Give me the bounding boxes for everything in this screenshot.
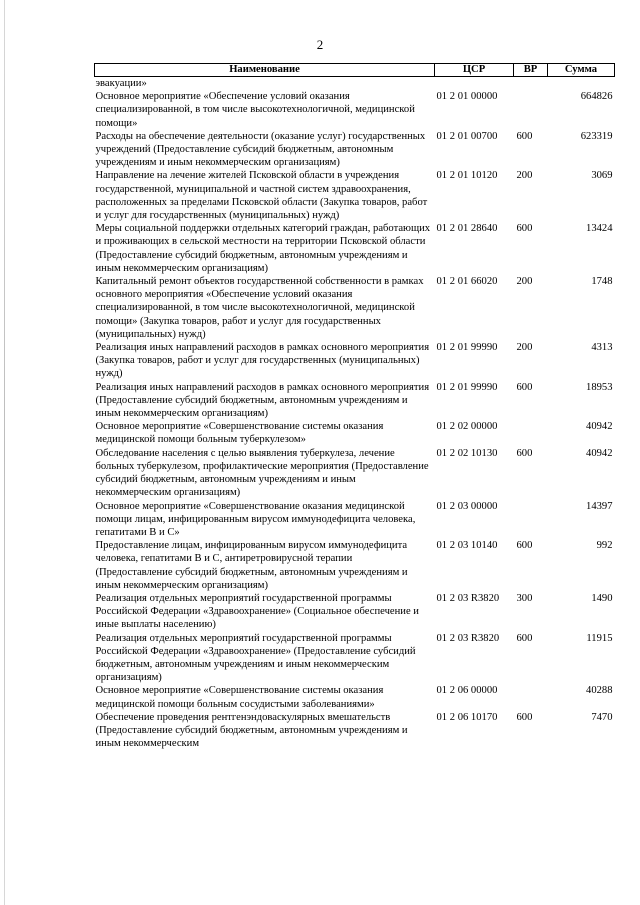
row-name: Обследование населения с целью выявления туберкулеза, лечение больных туберкулезом, профилактические мероприятия (Предоставление субсидий бюджетным, автономным учреждениям и иным некоммерческим организациям) — [95, 447, 429, 499]
row-csr: 01 2 06 00000 — [436, 685, 498, 697]
table-body — [95, 77, 615, 751]
scan-edge — [4, 0, 5, 905]
row-sum: 664826 — [580, 91, 613, 103]
row-sum: 40942 — [586, 421, 613, 433]
table-row — [95, 169, 615, 222]
row-sum: 7470 — [591, 711, 613, 723]
row-csr: 01 2 02 10130 — [436, 447, 498, 459]
table-row — [95, 90, 615, 130]
row-name: Реализация иных направлений расходов в рамках основного мероприятия (Предоставление субсидий бюджетным, автономным учреждениям и иным некоммерческим организациям) — [95, 381, 430, 420]
table-row — [95, 447, 615, 500]
table-row — [95, 381, 615, 421]
table-row — [95, 539, 615, 592]
row-csr: 01 2 01 00700 — [436, 130, 498, 142]
row-vr: 600 — [516, 632, 533, 644]
row-name: эвакуации» — [95, 78, 147, 89]
row-name: Расходы на обеспечение деятельности (оказание услуг) государственных учреждений (Предоставление субсидий бюджетным, автономным учреждениям и иным некоммерческим организациям) — [95, 130, 426, 169]
row-sum: 11915 — [586, 632, 613, 644]
row-name: Капитальный ремонт объектов государственной собственности в рамках основного мероприятия «Обеспечение условий оказания специализированной, в том числе высокотехнологичной, медицинской помощи» (Закупка товаров, работ и услуг для государственных (муниципальных) нужд) — [95, 276, 424, 340]
row-vr — [514, 90, 548, 130]
header-name: Наименование — [95, 64, 435, 77]
row-csr — [435, 77, 514, 91]
row-sum — [548, 77, 615, 91]
row-name: Реализация иных направлений расходов в рамках основного мероприятия (Закупка товаров, работ и услуг для государственных (муниципальных) нужд) — [95, 342, 430, 380]
row-sum: 18953 — [586, 381, 613, 393]
row-vr: 300 — [516, 592, 533, 604]
row-csr: 01 2 02 00000 — [436, 421, 498, 433]
table-row — [95, 130, 615, 170]
row-name: Основное мероприятие «Совершенствование системы оказания медицинской помощи больным сосудистыми заболеваниями» — [95, 685, 384, 710]
row-name: Обеспечение проведения рентгенэндоваскулярных вмешательств (Предоставление субсидий бюджетным, автономным учреждениям и иным некоммерческим — [95, 711, 408, 750]
row-name: Предоставление лицам, инфицированным вирусом иммунодефицита человека, гепатитами B и C, антиретровирусной терапии (Предоставление субсидий бюджетным, автономным учреждениям и иным некоммерческим организациям) — [95, 540, 408, 591]
budget-table — [94, 63, 615, 750]
row-csr: 01 2 01 00000 — [436, 91, 498, 103]
row-csr: 01 2 03 00000 — [436, 500, 498, 512]
row-sum: 40288 — [586, 685, 613, 697]
row-csr: 01 2 01 66020 — [436, 276, 498, 288]
row-sum: 14397 — [586, 500, 613, 512]
row-csr: 01 2 01 99990 — [436, 342, 498, 354]
table-row — [95, 592, 615, 632]
table-row — [95, 711, 615, 751]
table-row — [95, 684, 615, 710]
table-row — [95, 420, 615, 446]
row-name: Реализация отдельных мероприятий государственной программы Российской Федерации «Здравоохранение» (Социальное обеспечение и иные выплаты населению) — [95, 592, 419, 631]
row-name: Реализация отдельных мероприятий государственной программы Российской Федерации «Здравоохранение» (Предоставление субсидий бюджетным, автономным учреждениям и иным некоммерческим организациям) — [95, 632, 416, 684]
table-row — [95, 222, 615, 275]
header-sum: Сумма — [548, 64, 615, 77]
header-vr: ВР — [514, 64, 548, 77]
row-csr: 01 2 01 28640 — [436, 223, 498, 235]
row-sum: 13424 — [586, 223, 613, 235]
row-sum: 1490 — [591, 592, 613, 604]
table-header-row — [95, 64, 615, 77]
row-vr: 600 — [516, 447, 533, 459]
row-sum: 623319 — [580, 130, 613, 142]
row-vr: 600 — [516, 711, 533, 723]
row-sum: 3069 — [591, 170, 613, 182]
row-csr: 01 2 03 R3820 — [436, 632, 500, 644]
row-csr: 01 2 03 R3820 — [436, 592, 500, 604]
row-name: Основное мероприятие «Совершенствование оказания медицинской помощи лицам, инфицированным вирусом иммунодефицита человека, гепатитами B и C» — [95, 500, 416, 538]
row-vr — [514, 684, 548, 710]
row-vr: 200 — [516, 342, 533, 354]
row-name: Меры социальной поддержки отдельных категорий граждан, работающих и проживающих в сельской местности на территории Псковской области (Предоставление субсидий бюджетным, автономным учреждениям и иным некоммерческим организациям) — [95, 223, 431, 274]
row-vr — [514, 77, 548, 91]
row-vr: 600 — [516, 223, 533, 235]
page-number: 2 — [316, 37, 324, 52]
row-vr: 200 — [516, 170, 533, 182]
row-name: Основное мероприятие «Совершенствование системы оказания медицинской помощи больным туберкулезом» — [95, 421, 384, 446]
row-sum: 1748 — [591, 276, 613, 288]
row-vr: 600 — [516, 381, 533, 393]
row-sum: 4313 — [591, 342, 613, 354]
row-sum: 40942 — [586, 447, 613, 459]
table-row — [95, 77, 615, 91]
row-name: Основное мероприятие «Обеспечение условий оказания специализированной, в том числе высокотехнологичной, медицинской помощи» — [95, 91, 415, 129]
row-csr: 01 2 06 10170 — [436, 711, 498, 723]
header-csr: ЦСР — [435, 64, 514, 77]
table-row — [95, 275, 615, 341]
table-row — [95, 341, 615, 381]
row-vr: 200 — [516, 276, 533, 288]
row-vr — [514, 500, 548, 540]
row-csr: 01 2 01 10120 — [436, 170, 498, 182]
row-name: Направление на лечение жителей Псковской области в учреждения государственной, муниципальной и частной систем здравоохранения, расположенных за пределами Псковской области (Закупка товаров, работ и услуг для государственных (муниципальных) нужд) — [95, 170, 428, 222]
table-row — [95, 632, 615, 685]
row-vr: 600 — [516, 540, 533, 552]
row-csr: 01 2 03 10140 — [436, 540, 498, 552]
table-row — [95, 500, 615, 540]
row-vr: 600 — [516, 130, 533, 142]
row-vr — [514, 420, 548, 446]
row-sum: 992 — [596, 540, 613, 552]
row-csr: 01 2 01 99990 — [436, 381, 498, 393]
